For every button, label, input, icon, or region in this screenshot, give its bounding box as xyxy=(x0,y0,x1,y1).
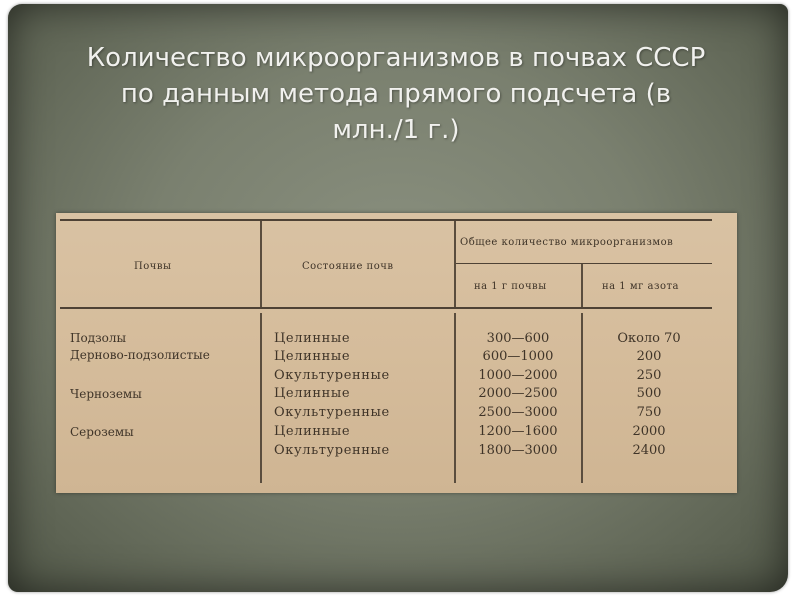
state-cell: Целинные xyxy=(274,349,351,364)
header-sub-rule xyxy=(454,263,712,264)
header-divider-2 xyxy=(454,221,456,307)
soil-name: Дерново-подзолистые xyxy=(70,348,210,362)
body-divider-1 xyxy=(260,313,262,483)
title-line-1: Количество микроорганизмов в почвах СССР xyxy=(86,43,706,73)
state-cell: Окультуренные xyxy=(274,405,390,420)
title-line-3: млн./1 г.) xyxy=(332,115,460,145)
per-gram-cell: 1800—3000 xyxy=(478,443,558,458)
per-gram-cell: 300—600 xyxy=(486,331,550,346)
per-gram-cell: 1000—2000 xyxy=(478,368,558,383)
per-mg-nitrogen-cell: 200 xyxy=(636,349,662,364)
soil-name: Сероземы xyxy=(70,425,134,439)
header-divider-1 xyxy=(260,221,262,307)
per-gram-cell: 1200—1600 xyxy=(478,424,558,439)
per-gram-cell: 2500—3000 xyxy=(478,405,558,420)
header-bottom-rule xyxy=(60,307,712,309)
microorganism-table-image xyxy=(56,213,737,493)
per-mg-nitrogen-cell: Около 70 xyxy=(617,331,681,346)
table-top-rule xyxy=(60,219,712,221)
per-mg-nitrogen-cell: 750 xyxy=(636,405,662,420)
per-mg-nitrogen-cell: 2400 xyxy=(632,443,666,458)
state-cell: Целинные xyxy=(274,331,351,346)
state-cell: Окультуренные xyxy=(274,368,390,383)
state-cell: Целинные xyxy=(274,386,351,401)
per-mg-nitrogen-cell: 250 xyxy=(636,368,662,383)
header-total: Общее количество микроорганизмов xyxy=(460,237,674,248)
soil-name: Черноземы xyxy=(70,387,142,401)
header-per-mg-nitrogen: на 1 мг азота xyxy=(602,281,679,292)
soil-name: Подзолы xyxy=(70,331,127,345)
title-line-2: по данным метода прямого подсчета (в xyxy=(120,79,672,109)
header-state: Состояние почв xyxy=(302,261,394,272)
body-divider-2 xyxy=(454,313,456,483)
per-gram-cell: 600—1000 xyxy=(482,349,554,364)
body-divider-3 xyxy=(581,313,583,483)
state-cell: Целинные xyxy=(274,424,351,439)
header-per-gram: на 1 г почвы xyxy=(474,281,547,292)
per-mg-nitrogen-cell: 2000 xyxy=(632,424,666,439)
per-gram-cell: 2000—2500 xyxy=(478,386,558,401)
per-mg-nitrogen-cell: 500 xyxy=(636,386,662,401)
header-soils: Почвы xyxy=(134,261,172,272)
slide-title xyxy=(40,40,752,148)
state-cell: Окультуренные xyxy=(274,443,390,458)
header-divider-3 xyxy=(581,264,583,307)
